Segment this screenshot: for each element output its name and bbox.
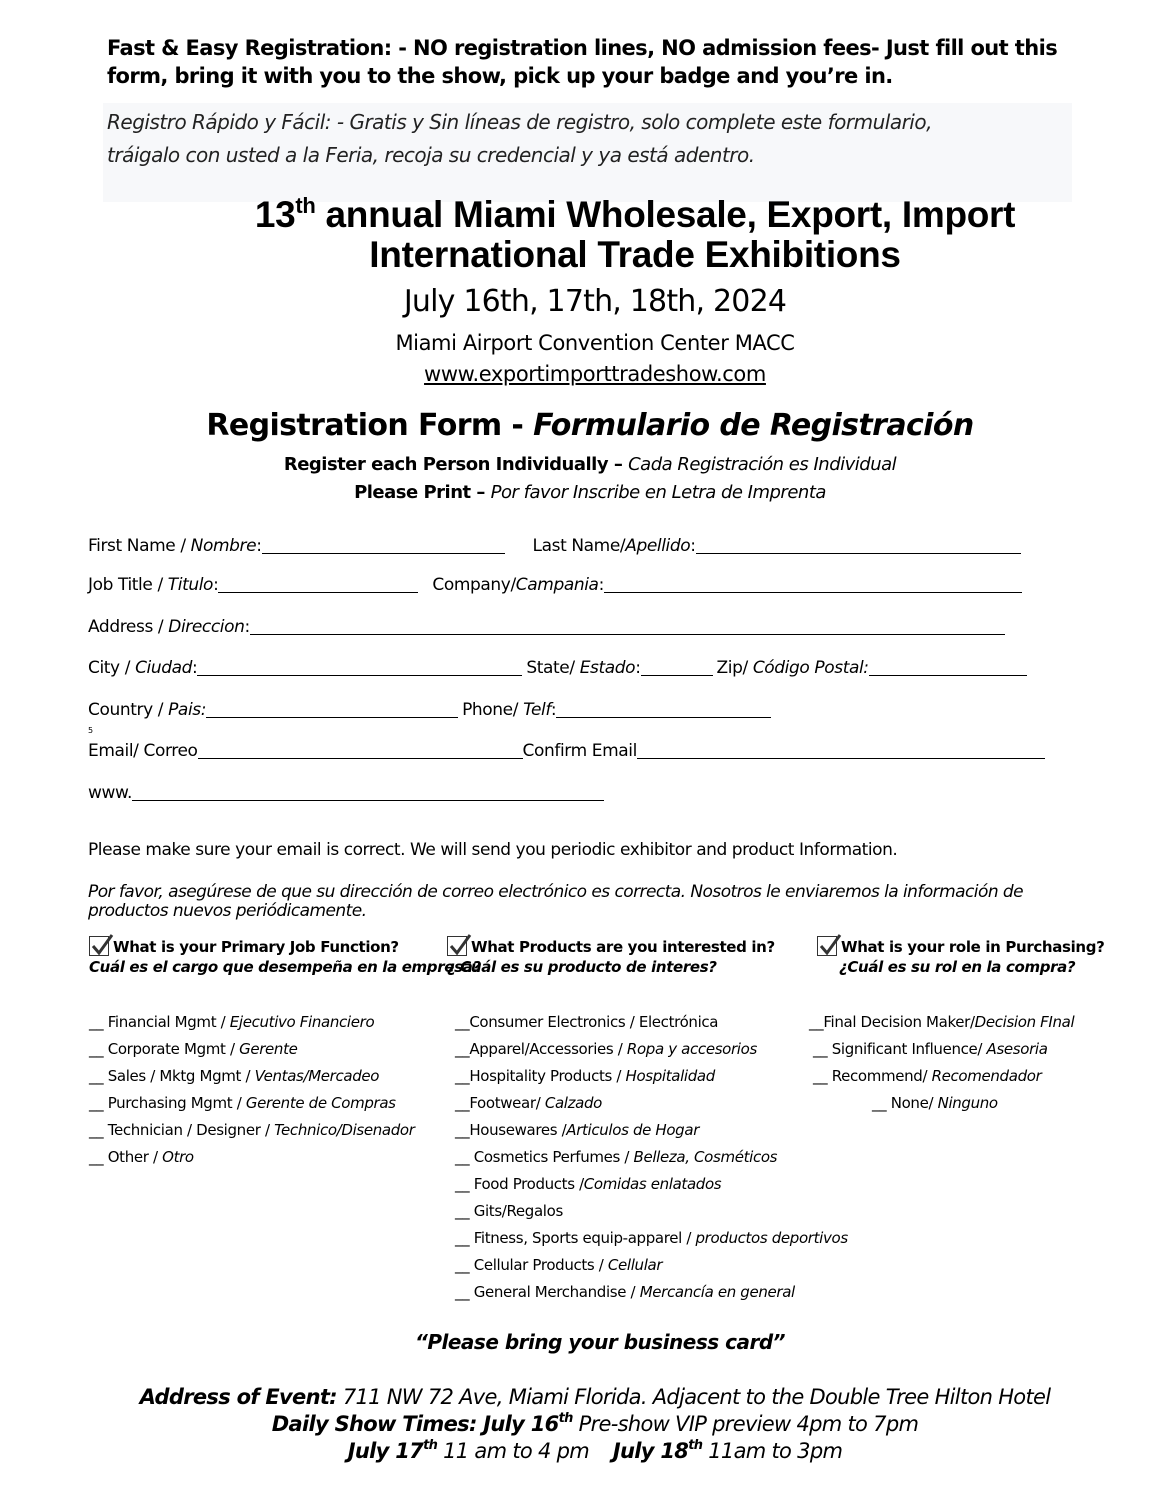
option-gifts[interactable]: __ Gits/Regalos	[455, 1202, 563, 1220]
show-times-days: July 17th 11 am to 4 pm July 18th 11am to 3pm	[347, 1438, 843, 1463]
sub1-en: Register each Person Individually –	[283, 454, 629, 475]
title-line2: International Trade Exhibitions	[369, 234, 901, 275]
last-name-label: Last Name/Apellido:	[532, 536, 696, 556]
option-footwear[interactable]: __Footwear/ Calzado	[455, 1094, 602, 1112]
country-label: Country / Pais:	[88, 700, 207, 720]
state-label: State/ Estado:	[526, 658, 641, 678]
event-address: Address of Event: 711 NW 72 Ave, Miami Florida. Adjacent to the Double Tree Hilton Hotel	[139, 1385, 1051, 1409]
register-individually-note	[150, 454, 1030, 475]
event-website	[200, 362, 990, 386]
option-other[interactable]: __ Other / Otro	[89, 1148, 194, 1166]
products-question: What Products are you interested in?	[471, 938, 775, 956]
option-general-merchandise[interactable]: __ General Merchandise / Mercancía en general	[455, 1283, 795, 1301]
company-field[interactable]	[604, 576, 1022, 593]
show-times: Daily Show Times: July 16th Pre-show VIP preview 4pm to 7pm	[271, 1411, 919, 1436]
checkbox-checked-icon	[89, 936, 109, 956]
email-label: Email/ Correo	[88, 741, 198, 761]
purchasing-role-section	[809, 936, 1105, 1117]
option-cosmetics[interactable]: __ Cosmetics Perfumes / Belleza, Cosméticos	[455, 1148, 778, 1166]
products-section	[447, 936, 848, 1306]
title-number: 13	[254, 194, 296, 235]
products-question-es: ¿ Cuál es su producto de interes?	[447, 958, 717, 976]
job-title-field[interactable]	[218, 576, 418, 593]
state-field[interactable]	[641, 659, 713, 676]
zip-field[interactable]	[869, 659, 1027, 676]
title-line1: annual Miami Wholesale, Export, Import	[315, 194, 1016, 235]
option-none[interactable]: __ None/ Ninguno	[872, 1094, 998, 1112]
intro-english: Fast & Easy Registration: - NO registration lines, NO admission fees- Just fill out this form, bring it with you to the show, pick up your badge and you’re in.	[107, 36, 1058, 88]
sub1-es: Cada Registración es Individual	[628, 454, 897, 475]
job-function-section	[89, 936, 481, 1171]
form-title-es: Formulario de Registración	[533, 408, 974, 443]
option-final-decision[interactable]: __Final Decision Maker/Decision FInal	[809, 1013, 1075, 1031]
city-state-zip-row	[88, 658, 1027, 678]
confirm-email-field[interactable]	[637, 742, 1045, 759]
first-name-field[interactable]	[262, 537, 505, 554]
sub2-en: Please Print –	[354, 482, 491, 503]
email-note-english: Please make sure your email is correct. We will send you periodic exhibitor and product Information.	[88, 840, 898, 860]
confirm-email-label: Confirm Email	[522, 741, 637, 761]
intro-spanish	[107, 106, 1067, 172]
option-financial-mgmt[interactable]: __ Financial Mgmt / Ejecutivo Financiero	[89, 1013, 375, 1031]
email-field[interactable]	[198, 742, 523, 759]
name-row	[88, 536, 1021, 556]
website-link[interactable]: www.exportimporttradeshow.com	[424, 362, 766, 386]
option-corporate-mgmt[interactable]: __ Corporate Mgmt / Gerente	[89, 1040, 298, 1058]
event-title	[180, 195, 1090, 275]
please-print-note	[150, 482, 1030, 503]
purchasing-role-question-es: ¿Cuál es su rol en la compra?	[839, 958, 1076, 976]
email-note-spanish: Por favor, asegúrese de que su dirección de correo electrónico es correcta. Nosotros le enviaremos la información de productos nuevos periódicamente.	[88, 882, 1024, 921]
country-phone-row	[88, 700, 771, 720]
company-label: Company/Campania:	[432, 575, 604, 595]
intro-spanish-line2: tráigalo con usted a la Feria, recoja su credencial y ya está adentro.	[107, 143, 755, 167]
address-row	[88, 617, 1005, 637]
option-sales-mktg[interactable]: __ Sales / Mktg Mgmt / Ventas/Mercadeo	[89, 1067, 380, 1085]
form-title	[150, 408, 1030, 443]
bring-business-card-note: “Please bring your business card”	[414, 1330, 786, 1354]
country-field[interactable]	[206, 701, 458, 718]
option-hospitality[interactable]: __Hospitality Products / Hospitalidad	[455, 1067, 715, 1085]
option-food-products[interactable]: __ Food Products /Comidas enlatados	[455, 1175, 722, 1193]
address-field[interactable]	[250, 618, 1005, 635]
job-title-label: Job Title / Titulo:	[88, 575, 219, 595]
stray-mark: 5	[88, 726, 94, 735]
checkbox-checked-icon	[447, 936, 467, 956]
job-function-question-es: Cuál es el cargo que desempeña en la empresa?	[89, 958, 481, 976]
checkbox-checked-icon	[817, 936, 837, 956]
website-label: www.	[88, 783, 132, 803]
city-field[interactable]	[197, 659, 522, 676]
email-row	[88, 741, 1045, 761]
option-technician[interactable]: __ Technician / Designer / Technico/Disenador	[89, 1121, 415, 1139]
option-purchasing-mgmt[interactable]: __ Purchasing Mgmt / Gerente de Compras	[89, 1094, 396, 1112]
phone-label: Phone/ Telf:	[462, 700, 557, 720]
event-venue: Miami Airport Convention Center MACC	[395, 331, 795, 355]
purchasing-role-question: What is your role in Purchasing?	[841, 938, 1105, 956]
zip-label: Zip/ Código Postal:	[716, 658, 869, 678]
option-recommend[interactable]: __ Recommend/ Recomendador	[813, 1067, 1042, 1085]
first-name-label: First Name / Nombre:	[88, 536, 262, 556]
option-cellular[interactable]: __ Cellular Products / Cellular	[455, 1256, 663, 1274]
option-fitness[interactable]: __ Fitness, Sports equip-apparel / productos deportivos	[455, 1229, 848, 1247]
option-consumer-electronics[interactable]: __Consumer Electronics / Electrónica	[455, 1013, 719, 1031]
website-row	[88, 783, 604, 803]
sub2-es: Por favor Inscribe en Letra de Imprenta	[490, 482, 826, 503]
city-label: City / Ciudad:	[88, 658, 198, 678]
phone-field[interactable]	[556, 701, 771, 718]
event-dates: July 16th, 17th, 18th, 2024	[403, 284, 787, 319]
option-apparel[interactable]: __Apparel/Accessories / Ropa y accesorios	[455, 1040, 757, 1058]
last-name-field[interactable]	[696, 537, 1021, 554]
event-details	[60, 1384, 1130, 1465]
job-company-row	[88, 575, 1022, 595]
form-title-en: Registration Form -	[206, 408, 534, 443]
option-housewares[interactable]: __Housewares /Articulos de Hogar	[455, 1121, 700, 1139]
option-significant-influence[interactable]: __ Significant Influence/ Asesoria	[813, 1040, 1048, 1058]
address-label: Address / Direccion:	[88, 617, 250, 637]
intro-spanish-line1: Registro Rápido y Fácil: - Gratis y Sin líneas de registro, solo complete este formulario,	[107, 110, 932, 134]
job-function-question: What is your Primary Job Function?	[113, 938, 399, 956]
title-ordinal: th	[295, 193, 316, 218]
website-field[interactable]	[132, 784, 604, 801]
